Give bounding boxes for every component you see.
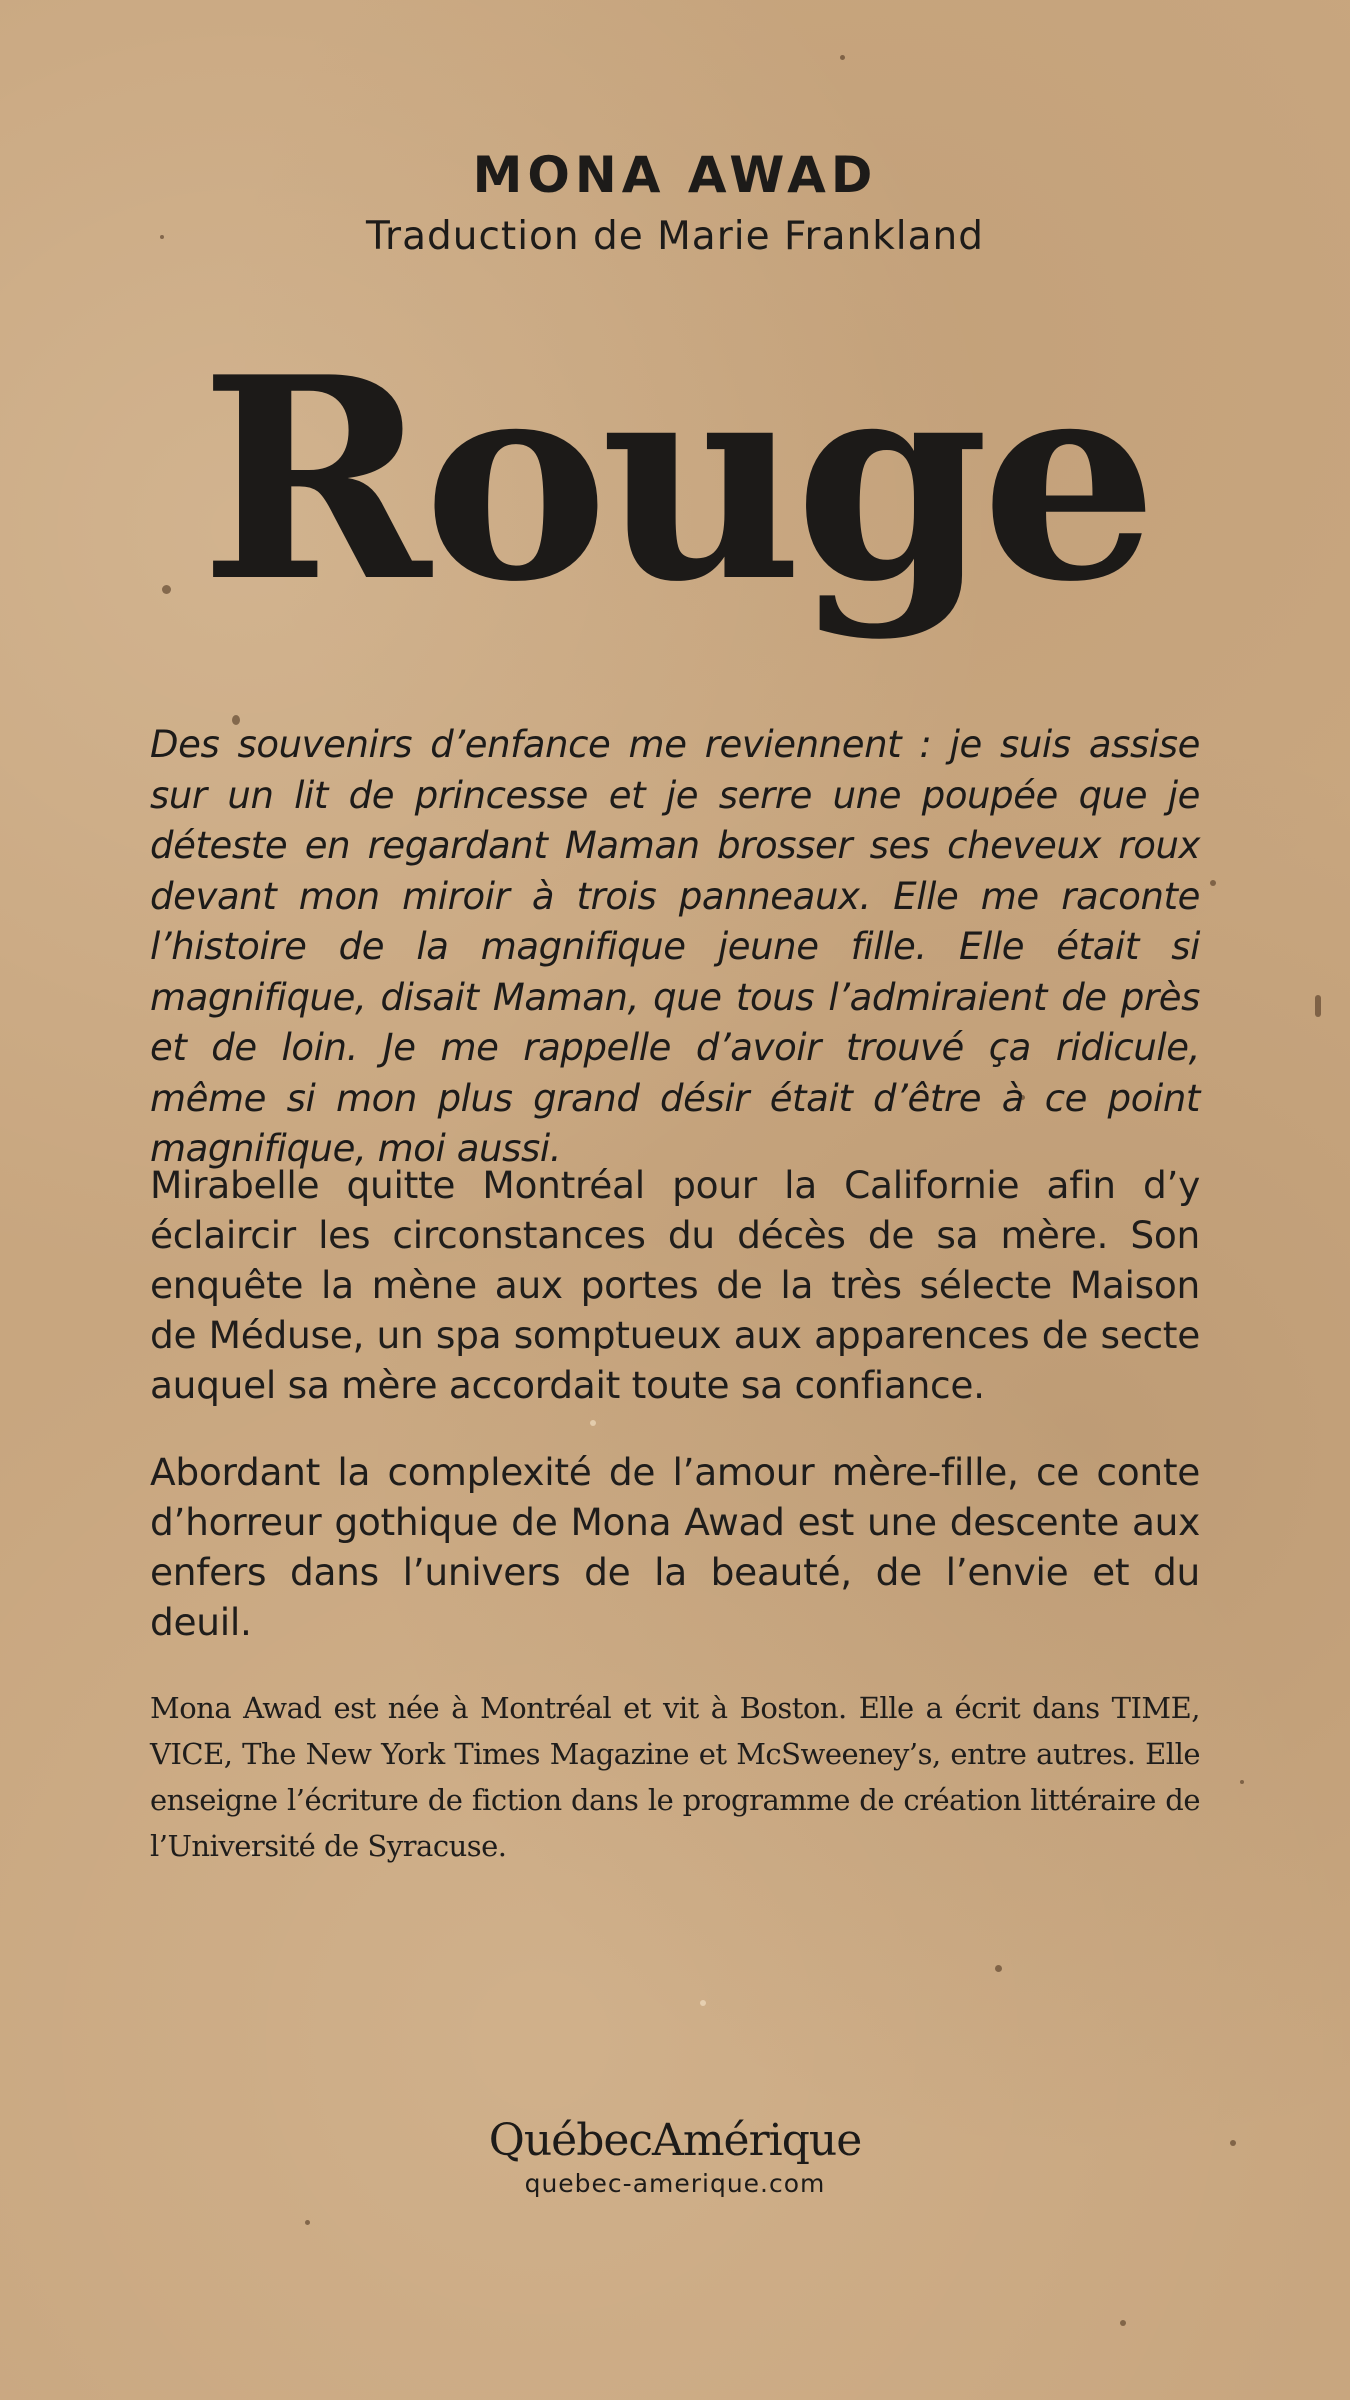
paper-speck [590, 1420, 596, 1426]
paper-speck [305, 2220, 310, 2225]
publisher-logo: QuébecAmérique [488, 2115, 862, 2166]
author-name: MONA AWAD [472, 146, 878, 204]
translator-credit: Traduction de Marie Frankland [365, 214, 985, 259]
paper-speck [995, 1965, 1002, 1972]
excerpt-quote: Des souvenirs d’enfance me reviennent : je suis assise sur un lit de princesse et je serre une poupée que je déteste en regardant Maman brosser ses cheveux roux devant mon miroir à trois panneaux. Elle me raconte l’histoire de la magnifique jeune fille. Elle était si magnifique, disait Maman, que tous l’admiraient de près et de loin. Je me rappelle d’avoir trouvé ça ridicule, même si mon plus grand désir était d’être à ce point magnifique, moi aussi. [150, 723, 1200, 1170]
book-title: Rouge [200, 316, 1150, 643]
paper-speck [700, 2000, 706, 2006]
paper-speck [1210, 880, 1216, 886]
summary-paragraph: Mirabelle quitte Montréal pour la Californie afin d’y éclaircir les circonstances du décès de sa mère. Son enquête la mène aux portes de la très sélecte Maison de Méduse, un spa somptueux aux apparences de secte auquel sa mère accordait toute sa confiance. [150, 1163, 1200, 1407]
paper-speck [1315, 995, 1321, 1017]
paper-speck [1240, 1780, 1244, 1784]
publisher-website: quebec-amerique.com [524, 2169, 826, 2198]
paper-speck [1120, 2320, 1126, 2326]
author-bio: Mona Awad est née à Montréal et vit à Boston. Elle a écrit dans TIME, VICE, The New York Times Magazine et McSweeney’s, entre autres. Elle enseigne l’écriture de fiction dans le programme de création littéraire de l’Université de Syracuse. [150, 1691, 1200, 1863]
summary-paragraph: Abordant la complexité de l’amour mère-fille, ce conte d’horreur gothique de Mona Awad est une descente aux enfers dans l’univers de la beauté, de l’envie et du deuil. [150, 1450, 1200, 1644]
paper-speck [840, 55, 845, 60]
